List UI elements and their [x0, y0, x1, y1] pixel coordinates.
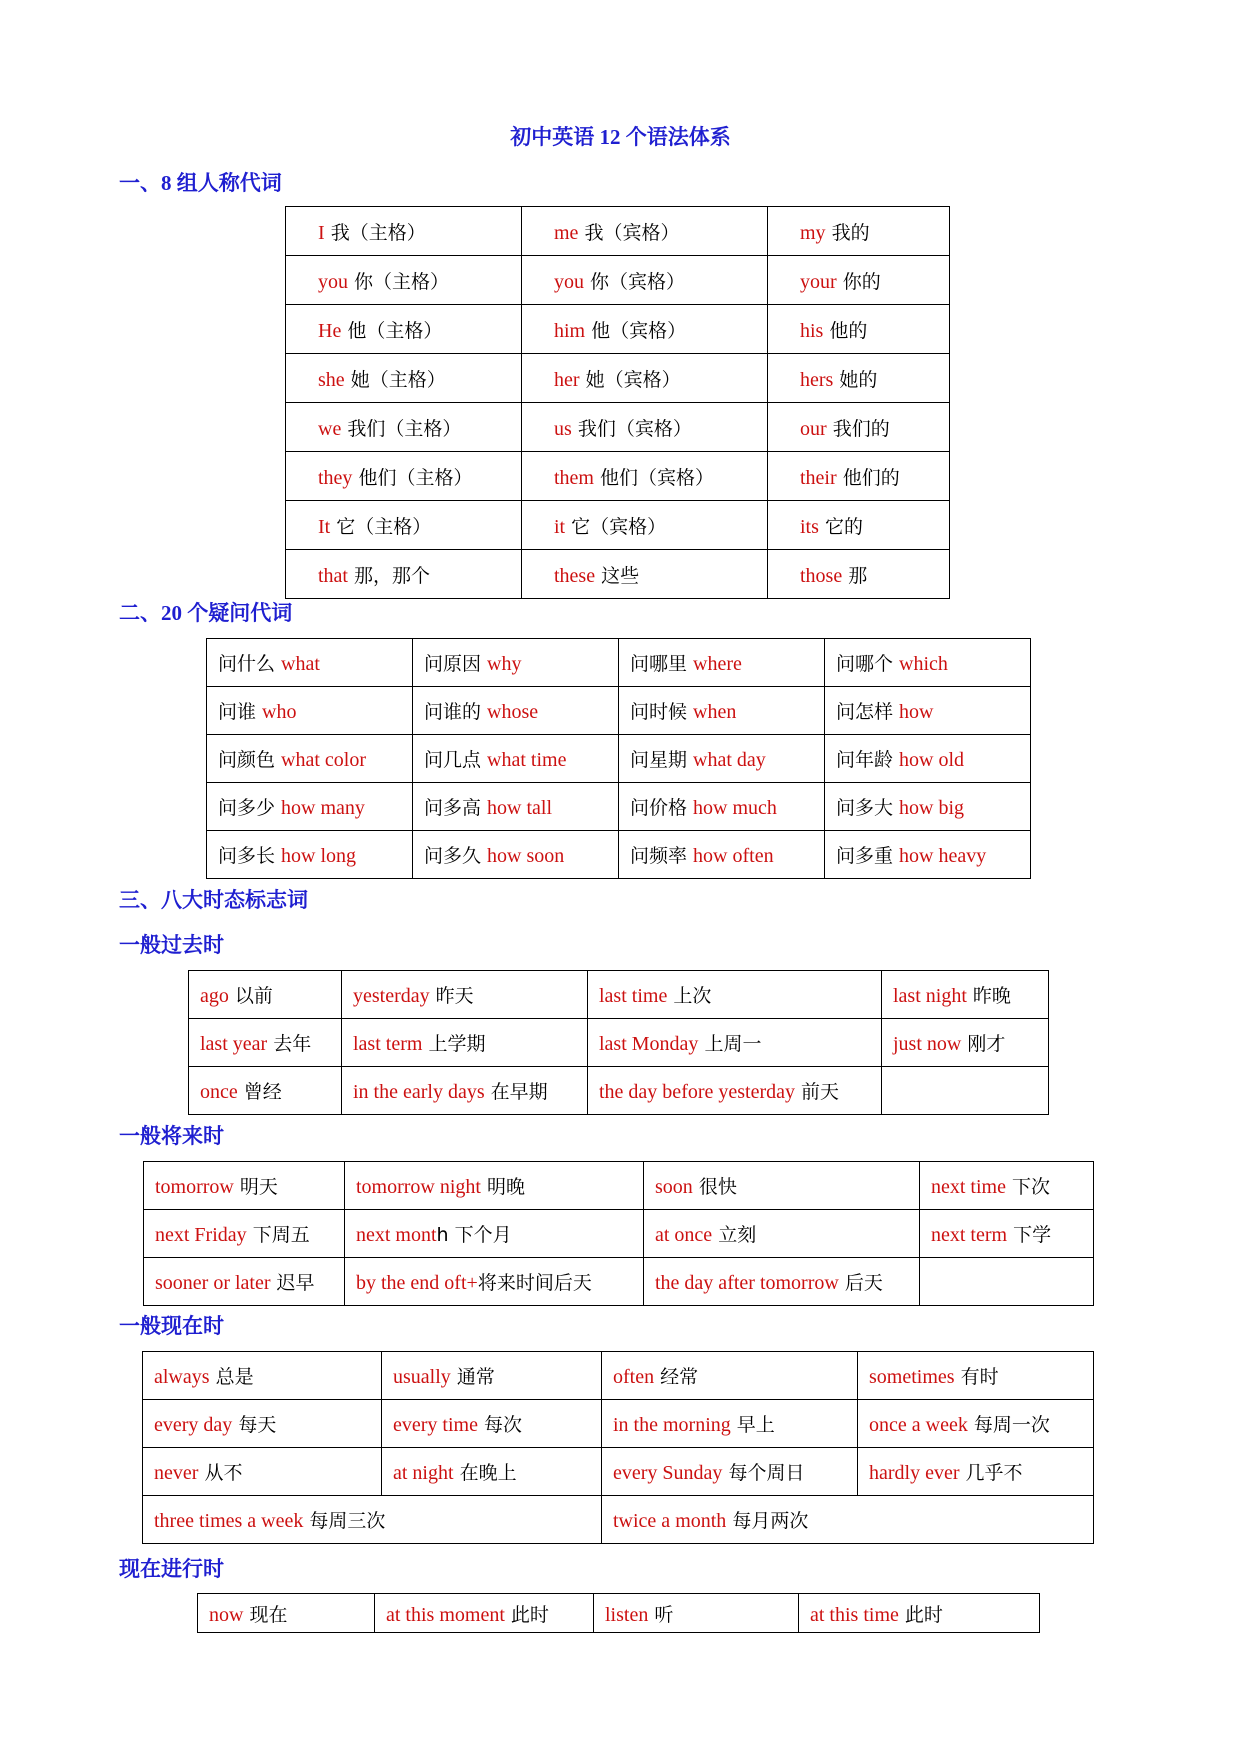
- english-term: the day before yesterday: [599, 1081, 796, 1103]
- chinese-meaning: 问什么: [218, 653, 282, 675]
- english-term: how: [899, 701, 934, 723]
- chinese-meaning: 明天: [233, 1176, 278, 1198]
- table-cell: [286, 305, 522, 354]
- english-term: just now: [893, 1033, 962, 1055]
- table-row: [189, 1067, 1049, 1115]
- english-term: hardly ever: [869, 1462, 960, 1484]
- section-heading-present-continuous: 现在进行时: [119, 1557, 224, 1581]
- table-cell: [602, 1496, 1094, 1544]
- table-cell: [286, 501, 522, 550]
- table-cell: [413, 783, 619, 831]
- english-term: by the end oft+: [356, 1272, 478, 1294]
- table-row: [207, 783, 1031, 831]
- english-term: which: [899, 653, 948, 675]
- table-row: [286, 207, 950, 256]
- table-cell: [522, 501, 768, 550]
- personal-pronoun-table: [285, 206, 950, 599]
- chinese-meaning: 我（宾格）: [578, 221, 680, 244]
- table-row: [286, 501, 950, 550]
- chinese-meaning: 前天: [795, 1081, 840, 1103]
- english-term: what: [281, 653, 320, 675]
- table-cell: [825, 783, 1031, 831]
- table-row: [207, 687, 1031, 735]
- english-term: I: [318, 221, 325, 244]
- table-cell: [619, 687, 825, 735]
- chinese-meaning: 后天: [838, 1272, 883, 1294]
- chinese-meaning: 问星期: [630, 749, 694, 771]
- english-term: how often: [693, 845, 774, 867]
- english-term: our: [800, 417, 827, 440]
- future-simple-table: [143, 1161, 1094, 1306]
- english-term: how heavy: [899, 845, 987, 867]
- table-cell: [768, 452, 950, 501]
- table-cell: [144, 1210, 345, 1258]
- chinese-meaning: 下次: [1005, 1176, 1051, 1198]
- table-row: [143, 1448, 1094, 1496]
- english-term: every Sunday: [613, 1462, 723, 1484]
- chinese-meaning: 曾经: [237, 1081, 282, 1103]
- chinese-meaning: 将来时间后天: [477, 1272, 592, 1294]
- table-cell: [768, 207, 950, 256]
- english-term: that: [318, 564, 348, 587]
- table-cell: [825, 831, 1031, 879]
- chinese-meaning: 你的: [836, 270, 881, 293]
- table-cell: [602, 1400, 858, 1448]
- english-term: what day: [693, 749, 766, 771]
- english-term: listen: [605, 1603, 649, 1626]
- english-term: once: [200, 1081, 238, 1103]
- table-cell: [286, 550, 522, 599]
- english-term: his: [800, 319, 824, 342]
- english-term: sooner or later: [155, 1272, 271, 1294]
- english-term: them: [554, 466, 594, 489]
- table-cell: [522, 354, 768, 403]
- table-row: [207, 639, 1031, 687]
- chinese-meaning: 我们（主格）: [341, 417, 462, 440]
- english-term: tomorrow night: [356, 1176, 481, 1198]
- table-cell: [207, 735, 413, 783]
- chinese-meaning: 这些: [595, 564, 640, 587]
- table-row: [189, 971, 1049, 1019]
- table-cell: [522, 403, 768, 452]
- table-cell: [619, 639, 825, 687]
- table-cell: [413, 735, 619, 783]
- chinese-meaning: 上次: [667, 985, 712, 1007]
- chinese-meaning: 上学期: [422, 1033, 486, 1055]
- chinese-meaning: 在晚上: [453, 1462, 517, 1484]
- table-row: [144, 1258, 1094, 1306]
- chinese-meaning: 很快: [692, 1176, 737, 1198]
- chinese-meaning: 此时: [898, 1603, 943, 1626]
- table-row: [207, 831, 1031, 879]
- table-cell: [286, 452, 522, 501]
- chinese-meaning: 问年龄: [836, 749, 900, 771]
- table-cell: [644, 1210, 920, 1258]
- table-cell: [207, 831, 413, 879]
- english-term: at night: [393, 1462, 454, 1484]
- table-cell: [189, 1067, 342, 1115]
- table-cell: [882, 1067, 1049, 1115]
- table-cell: [858, 1448, 1094, 1496]
- english-term: we: [318, 417, 342, 440]
- table-row: [286, 305, 950, 354]
- table-cell: [345, 1258, 644, 1306]
- table-row: [144, 1162, 1094, 1210]
- chinese-meaning: 下周五: [246, 1224, 310, 1246]
- english-term: they: [318, 466, 353, 489]
- page-title: 初中英语 12 个语法体系: [510, 125, 731, 149]
- chinese-meaning: 你（宾格）: [584, 270, 686, 293]
- table-cell: [768, 305, 950, 354]
- chinese-meaning: 问哪个: [836, 653, 900, 675]
- table-cell: [920, 1258, 1094, 1306]
- chinese-meaning: 每周三次: [303, 1510, 386, 1532]
- english-term: it: [554, 515, 566, 538]
- english-term: she: [318, 368, 345, 391]
- chinese-meaning: 他们的: [836, 466, 900, 489]
- english-term: my: [800, 221, 826, 244]
- chinese-meaning: 经常: [654, 1366, 699, 1388]
- english-term: twice a month: [613, 1510, 727, 1532]
- english-term: next time: [931, 1176, 1006, 1198]
- table-row: [286, 403, 950, 452]
- table-cell: [602, 1352, 858, 1400]
- table-row: [286, 452, 950, 501]
- table-cell: [768, 403, 950, 452]
- english-term: at once: [655, 1224, 713, 1246]
- section-heading-tense-markers: 三、八大时态标志词: [119, 888, 308, 912]
- table-cell: [144, 1258, 345, 1306]
- english-term: sometimes: [869, 1366, 955, 1388]
- section-heading-present-simple: 一般现在时: [119, 1314, 224, 1338]
- table-cell: [920, 1210, 1094, 1258]
- table-cell: [286, 207, 522, 256]
- chinese-meaning: 她（宾格）: [579, 368, 681, 391]
- table-cell: [619, 735, 825, 783]
- english-term: your: [800, 270, 837, 293]
- english-term: whose: [487, 701, 539, 723]
- english-term: hers: [800, 368, 834, 391]
- table-cell: [522, 256, 768, 305]
- chinese-meaning: 听: [648, 1603, 674, 1626]
- table-cell: [345, 1210, 644, 1258]
- english-term: how long: [281, 845, 357, 867]
- chinese-meaning: 他们（宾格）: [594, 466, 715, 489]
- english-term: next Friday: [155, 1224, 247, 1246]
- table-cell: [342, 1019, 588, 1067]
- chinese-meaning: 他（宾格）: [585, 319, 687, 342]
- table-cell: [858, 1400, 1094, 1448]
- table-cell: [799, 1594, 1040, 1633]
- english-term: soon: [655, 1176, 693, 1198]
- english-term: ago: [200, 985, 229, 1007]
- chinese-meaning: 问多大: [836, 797, 900, 819]
- table-cell: [286, 256, 522, 305]
- table-cell: [768, 354, 950, 403]
- chinese-meaning: 几乎不: [959, 1462, 1023, 1484]
- table-cell: [198, 1594, 375, 1633]
- english-term: its: [800, 515, 819, 538]
- english-term: It: [318, 515, 331, 538]
- english-term: where: [693, 653, 742, 675]
- table-cell: [588, 971, 882, 1019]
- english-term: her: [554, 368, 580, 391]
- english-term: often: [613, 1366, 655, 1388]
- table-row: [144, 1210, 1094, 1258]
- table-cell: [207, 687, 413, 735]
- chinese-meaning: 它（宾格）: [565, 515, 667, 538]
- table-cell: [619, 831, 825, 879]
- chinese-meaning: 他们（主格）: [352, 466, 473, 489]
- chinese-meaning: 她的: [833, 368, 878, 391]
- table-cell: [342, 1067, 588, 1115]
- chinese-meaning: 我的: [825, 221, 870, 244]
- english-term: us: [554, 417, 572, 440]
- present-continuous-table: [197, 1593, 1040, 1633]
- english-term: in the morning: [613, 1414, 731, 1436]
- table-cell: [413, 639, 619, 687]
- chinese-meaning: 每月两次: [726, 1510, 809, 1532]
- chinese-meaning: 上周一: [698, 1033, 762, 1055]
- english-term: when: [693, 701, 737, 723]
- table-row: [286, 256, 950, 305]
- english-term: three times a week: [154, 1510, 304, 1532]
- chinese-meaning: 它的: [818, 515, 863, 538]
- section-heading-future-simple: 一般将来时: [119, 1124, 224, 1148]
- english-term: last night: [893, 985, 967, 1007]
- table-cell: [858, 1352, 1094, 1400]
- english-term: their: [800, 466, 837, 489]
- english-term: him: [554, 319, 586, 342]
- english-term: how tall: [487, 797, 553, 819]
- english-term: who: [262, 701, 297, 723]
- table-cell: [144, 1162, 345, 1210]
- table-cell: [882, 971, 1049, 1019]
- table-row: [143, 1400, 1094, 1448]
- table-cell: [207, 639, 413, 687]
- table-row: [286, 550, 950, 599]
- english-term: the day after tomorrow: [655, 1272, 839, 1294]
- english-term: how many: [281, 797, 365, 819]
- chinese-meaning: 以前: [228, 985, 273, 1007]
- english-term: you: [318, 270, 348, 293]
- english-term: never: [154, 1462, 199, 1484]
- chinese-meaning: 此时: [504, 1603, 549, 1626]
- table-cell: [143, 1352, 382, 1400]
- chinese-meaning: 明晚: [481, 1176, 526, 1198]
- english-term: He: [318, 319, 342, 342]
- section-heading-personal-pronouns: 一、8 组人称代词: [119, 171, 282, 195]
- table-row: [286, 354, 950, 403]
- english-term: next term: [931, 1224, 1008, 1246]
- chinese-meaning: 问颜色: [218, 749, 282, 771]
- english-term: how big: [899, 797, 965, 819]
- interrogative-table: [206, 638, 1031, 879]
- english-term: usually: [393, 1366, 451, 1388]
- chinese-meaning: 问价格: [630, 797, 694, 819]
- table-cell: [382, 1448, 602, 1496]
- table-cell: [594, 1594, 799, 1633]
- english-term: next mont: [356, 1224, 437, 1246]
- chinese-meaning: 通常: [450, 1366, 495, 1388]
- table-cell: [619, 783, 825, 831]
- chinese-meaning: 他（主格）: [341, 319, 443, 342]
- chinese-meaning: 昨晚: [966, 985, 1011, 1007]
- chinese-meaning: 问谁: [218, 701, 263, 723]
- table-cell: [286, 354, 522, 403]
- table-cell: [644, 1162, 920, 1210]
- chinese-meaning: 问多少: [218, 797, 282, 819]
- english-term: once a week: [869, 1414, 968, 1436]
- past-simple-table: [188, 970, 1049, 1115]
- english-term: these: [554, 564, 596, 587]
- table-row: [207, 735, 1031, 783]
- english-term: how much: [693, 797, 777, 819]
- english-term: how old: [899, 749, 965, 771]
- chinese-meaning: 问多重: [836, 845, 900, 867]
- chinese-meaning: 问原因: [424, 653, 488, 675]
- table-row: [143, 1352, 1094, 1400]
- chinese-meaning: 每次: [477, 1414, 523, 1436]
- chinese-meaning: 我（主格）: [324, 221, 426, 244]
- chinese-meaning: 它（主格）: [330, 515, 432, 538]
- english-term: at this time: [810, 1603, 899, 1626]
- english-term: you: [554, 270, 584, 293]
- chinese-meaning: 在早期: [484, 1081, 548, 1103]
- english-term: last time: [599, 985, 668, 1007]
- chinese-meaning: 迟早: [270, 1272, 315, 1294]
- chinese-meaning: 问频率: [630, 845, 694, 867]
- section-heading-interrogatives: 二、20 个疑问代词: [119, 601, 293, 625]
- chinese-meaning: 我们（宾格）: [571, 417, 692, 440]
- english-term: now: [209, 1603, 244, 1626]
- english-term: me: [554, 221, 579, 244]
- chinese-meaning: h 下个月: [436, 1224, 512, 1246]
- chinese-meaning: 刚才: [961, 1033, 1006, 1055]
- english-term: why: [487, 653, 522, 675]
- chinese-meaning: 他的: [823, 319, 868, 342]
- table-cell: [882, 1019, 1049, 1067]
- chinese-meaning: 我们的: [826, 417, 890, 440]
- table-cell: [768, 550, 950, 599]
- chinese-meaning: 每个周日: [722, 1462, 805, 1484]
- table-cell: [189, 971, 342, 1019]
- present-simple-table: [142, 1351, 1094, 1544]
- table-cell: [143, 1496, 602, 1544]
- table-cell: [825, 735, 1031, 783]
- english-term: last term: [353, 1033, 423, 1055]
- chinese-meaning: 去年: [267, 1033, 312, 1055]
- english-term: yesterday: [353, 985, 430, 1007]
- table-row: [189, 1019, 1049, 1067]
- chinese-meaning: 每天: [232, 1414, 277, 1436]
- table-row: [143, 1496, 1094, 1544]
- english-term: in the early days: [353, 1081, 485, 1103]
- english-term: last year: [200, 1033, 268, 1055]
- chinese-meaning: 早上: [730, 1414, 775, 1436]
- table-cell: [644, 1258, 920, 1306]
- chinese-meaning: 从不: [198, 1462, 243, 1484]
- table-row: [198, 1594, 1040, 1633]
- english-term: every day: [154, 1414, 233, 1436]
- english-term: those: [800, 564, 843, 587]
- chinese-meaning: 问多长: [218, 845, 282, 867]
- chinese-meaning: 昨天: [429, 985, 474, 1007]
- english-term: what color: [281, 749, 367, 771]
- table-cell: [143, 1400, 382, 1448]
- table-cell: [588, 1067, 882, 1115]
- english-term: always: [154, 1366, 210, 1388]
- chinese-meaning: 立刻: [712, 1224, 757, 1246]
- table-cell: [602, 1448, 858, 1496]
- table-cell: [768, 256, 950, 305]
- chinese-meaning: 问谁的: [424, 701, 488, 723]
- table-cell: [825, 687, 1031, 735]
- english-term: how soon: [487, 845, 565, 867]
- english-term: every time: [393, 1414, 478, 1436]
- chinese-meaning: 每周一次: [967, 1414, 1050, 1436]
- section-heading-past-simple: 一般过去时: [119, 933, 224, 957]
- table-cell: [375, 1594, 594, 1633]
- table-cell: [286, 403, 522, 452]
- english-term: what time: [487, 749, 567, 771]
- chinese-meaning: 下学: [1007, 1224, 1052, 1246]
- table-cell: [522, 550, 768, 599]
- chinese-meaning: 问多高: [424, 797, 488, 819]
- table-cell: [207, 783, 413, 831]
- english-term: tomorrow: [155, 1176, 234, 1198]
- chinese-meaning: 你（主格）: [348, 270, 450, 293]
- chinese-meaning: 问几点: [424, 749, 488, 771]
- table-cell: [382, 1352, 602, 1400]
- table-cell: [189, 1019, 342, 1067]
- table-cell: [413, 831, 619, 879]
- chinese-meaning: 问怎样: [836, 701, 900, 723]
- chinese-meaning: 她（主格）: [344, 368, 446, 391]
- table-cell: [522, 305, 768, 354]
- chinese-meaning: 那，那个: [348, 564, 431, 587]
- table-cell: [413, 687, 619, 735]
- table-cell: [382, 1400, 602, 1448]
- table-cell: [920, 1162, 1094, 1210]
- table-cell: [342, 971, 588, 1019]
- chinese-meaning: 那: [842, 564, 868, 587]
- chinese-meaning: 问多久: [424, 845, 488, 867]
- table-cell: [522, 452, 768, 501]
- english-term: last Monday: [599, 1033, 699, 1055]
- table-cell: [522, 207, 768, 256]
- chinese-meaning: 问哪里: [630, 653, 694, 675]
- chinese-meaning: 问时候: [630, 701, 694, 723]
- chinese-meaning: 总是: [209, 1366, 254, 1388]
- english-term: at this moment: [386, 1603, 505, 1626]
- table-cell: [768, 501, 950, 550]
- chinese-meaning: 现在: [243, 1603, 288, 1626]
- table-cell: [143, 1448, 382, 1496]
- table-cell: [588, 1019, 882, 1067]
- table-cell: [345, 1162, 644, 1210]
- table-cell: [825, 639, 1031, 687]
- chinese-meaning: 有时: [954, 1366, 999, 1388]
